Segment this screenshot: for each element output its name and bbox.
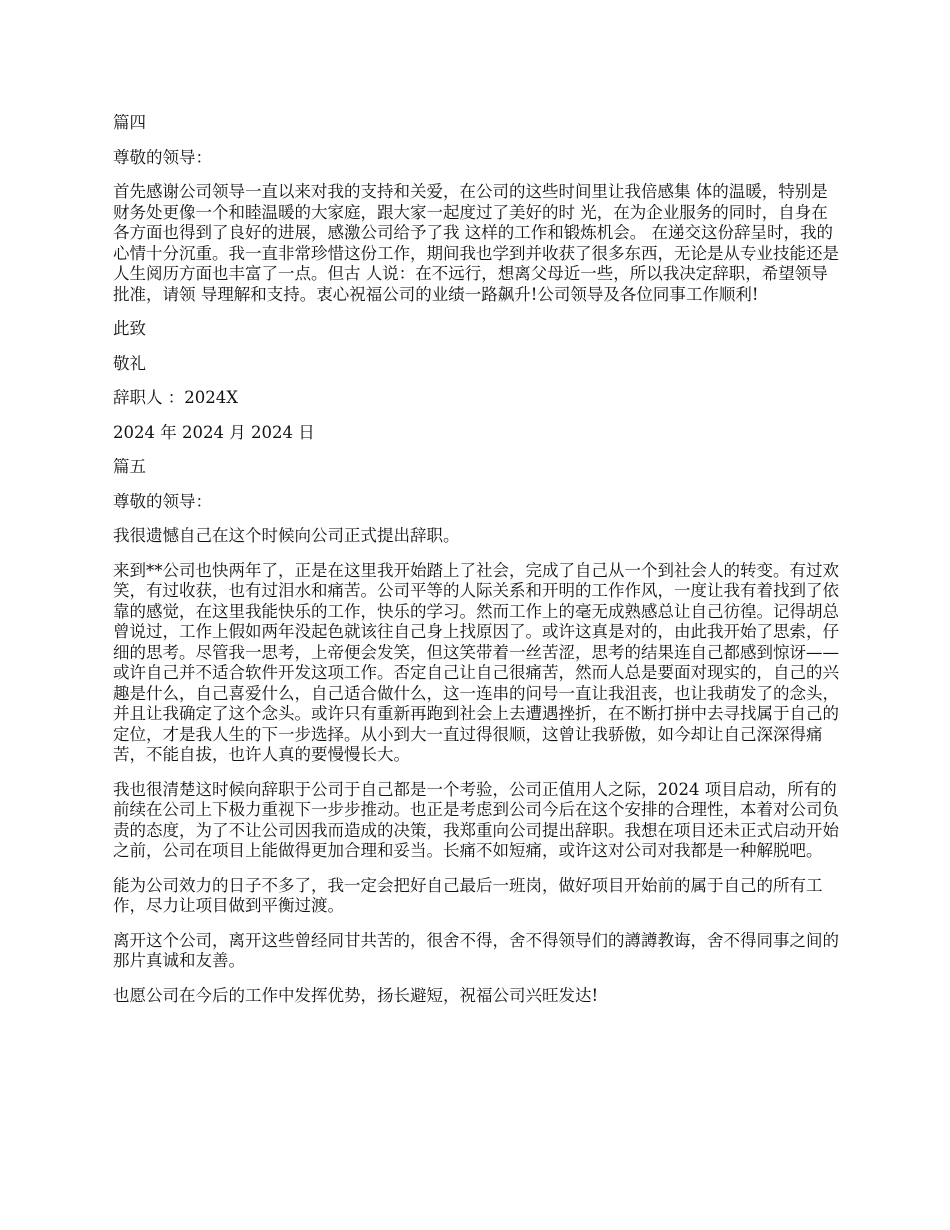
section-5-paragraph: 我也很清楚这时候向辞职于公司于自己都是一个考验，公司正值用人之际，2024 项目启动，所有的前续在公司上下极力重视下一步步推动。也正是考虑到公司今后在这个安排的合理性，本着对公司负责的态度，为了不让公司因我而造成的决策，我郑重向公司提出辞职。我想在项目还未正式启动开始之前，公司在项目上能做得更加合理和妥当。长痛不如短痛，或许这对公司对我都是一种解脱吧。 [113,779,839,860]
section-4-salutation: 尊敬的领导： [113,147,212,167]
section-4-date: 2024 年 2024 月 2024 日 [113,422,315,442]
document-page [113,113,843,1020]
section-5-paragraph: 来到**公司也快两年了，正是在这里我开始踏上了社会，完成了自己从一个到社会人的转变。有过欢笑，有过收获，也有过泪水和痛苦。公司平等的人际关系和开明的工作作风，一度让我有着找到了依靠的感觉，在这里我能快乐的工作，快乐的学习。然而工作上的毫无成熟感总让自己彷徨。记得胡总曾说过，工作上假如两年没起色就该往自己身上找原因了。或许这真是对的，由此我开始了思索，仔细的思考。尽管我一思考，上帝便会发笑，但这笑带着一丝苦涩，思考的结果连自己都感到惊讶——或许自己并不适合软件开发这项工作。否定自己让自己很痛苦，然而人总是要面对现实的，自己的兴趣是什么，自己喜爱什么，自己适合做什么，这一连串的问号一直让我沮丧，也让我萌发了的念头，并且让我确定了这个念头。或许只有重新再跑到社会上去遭遇挫折，在不断打拼中去寻找属于自己的定位，才是我人生的下一步选择。从小到大一直过得很顺，这曾让我骄傲，如今却让自己深深得痛苦，不能自拔，也许人真的要慢慢长大。 [113,560,839,764]
section-4-signer: 辞职人 ：2024X [113,388,238,407]
section-5-heading: 篇五 [113,457,146,476]
section-4-body: 首先感谢公司领导一直以来对我的支持和关爱，在公司的这些时间里让我倍感集 体的温暖，特别是财务处更像一个和睦温暖的大家庭，跟大家一起度过了美好的时 光，在为企业服务的同时，自身在各方面也得到了良好的进展，感激公司给予了我 这样的工作和锻炼机会。 在递交这份辞呈时，我的心情十分沉重。我一直非常珍惜这份工作，期间我也学到并收获了很多东西，无论是从专业技能还是人生阅历方面也丰富了一点。但古 人说：在不远行，想离父母近一些，所以我决定辞职，希望领导批准，请领 导理解和支持。衷心祝福公司的业绩一路飙升!公司领导及各位同事工作顺利! [113,182,839,304]
section-4-closing-1: 此致 [113,319,146,338]
section-4-closing-2: 敬礼 [113,353,146,373]
section-5-salutation: 尊敬的领导： [113,491,212,511]
section-5-paragraph: 也愿公司在今后的工作中发挥优势，扬长避短，祝福公司兴旺发达! [113,985,599,1005]
section-5-paragraph: 能为公司效力的日子不多了，我一定会把好自己最后一班岗，做好项目开始前的属于自己的所有工作，尽力让项目做到平衡过渡。 [113,875,823,915]
section-5-paragraph: 离开这个公司，离开这些曾经同甘共苦的，很舍不得，舍不得领导们的譐譐教诲，舍不得同事之间的那片真诚和友善。 [113,930,839,970]
section-5-paragraph: 我很遗憾自己在这个时候向公司正式提出辞职。 [113,526,460,545]
section-4-heading: 篇四 [113,113,146,132]
